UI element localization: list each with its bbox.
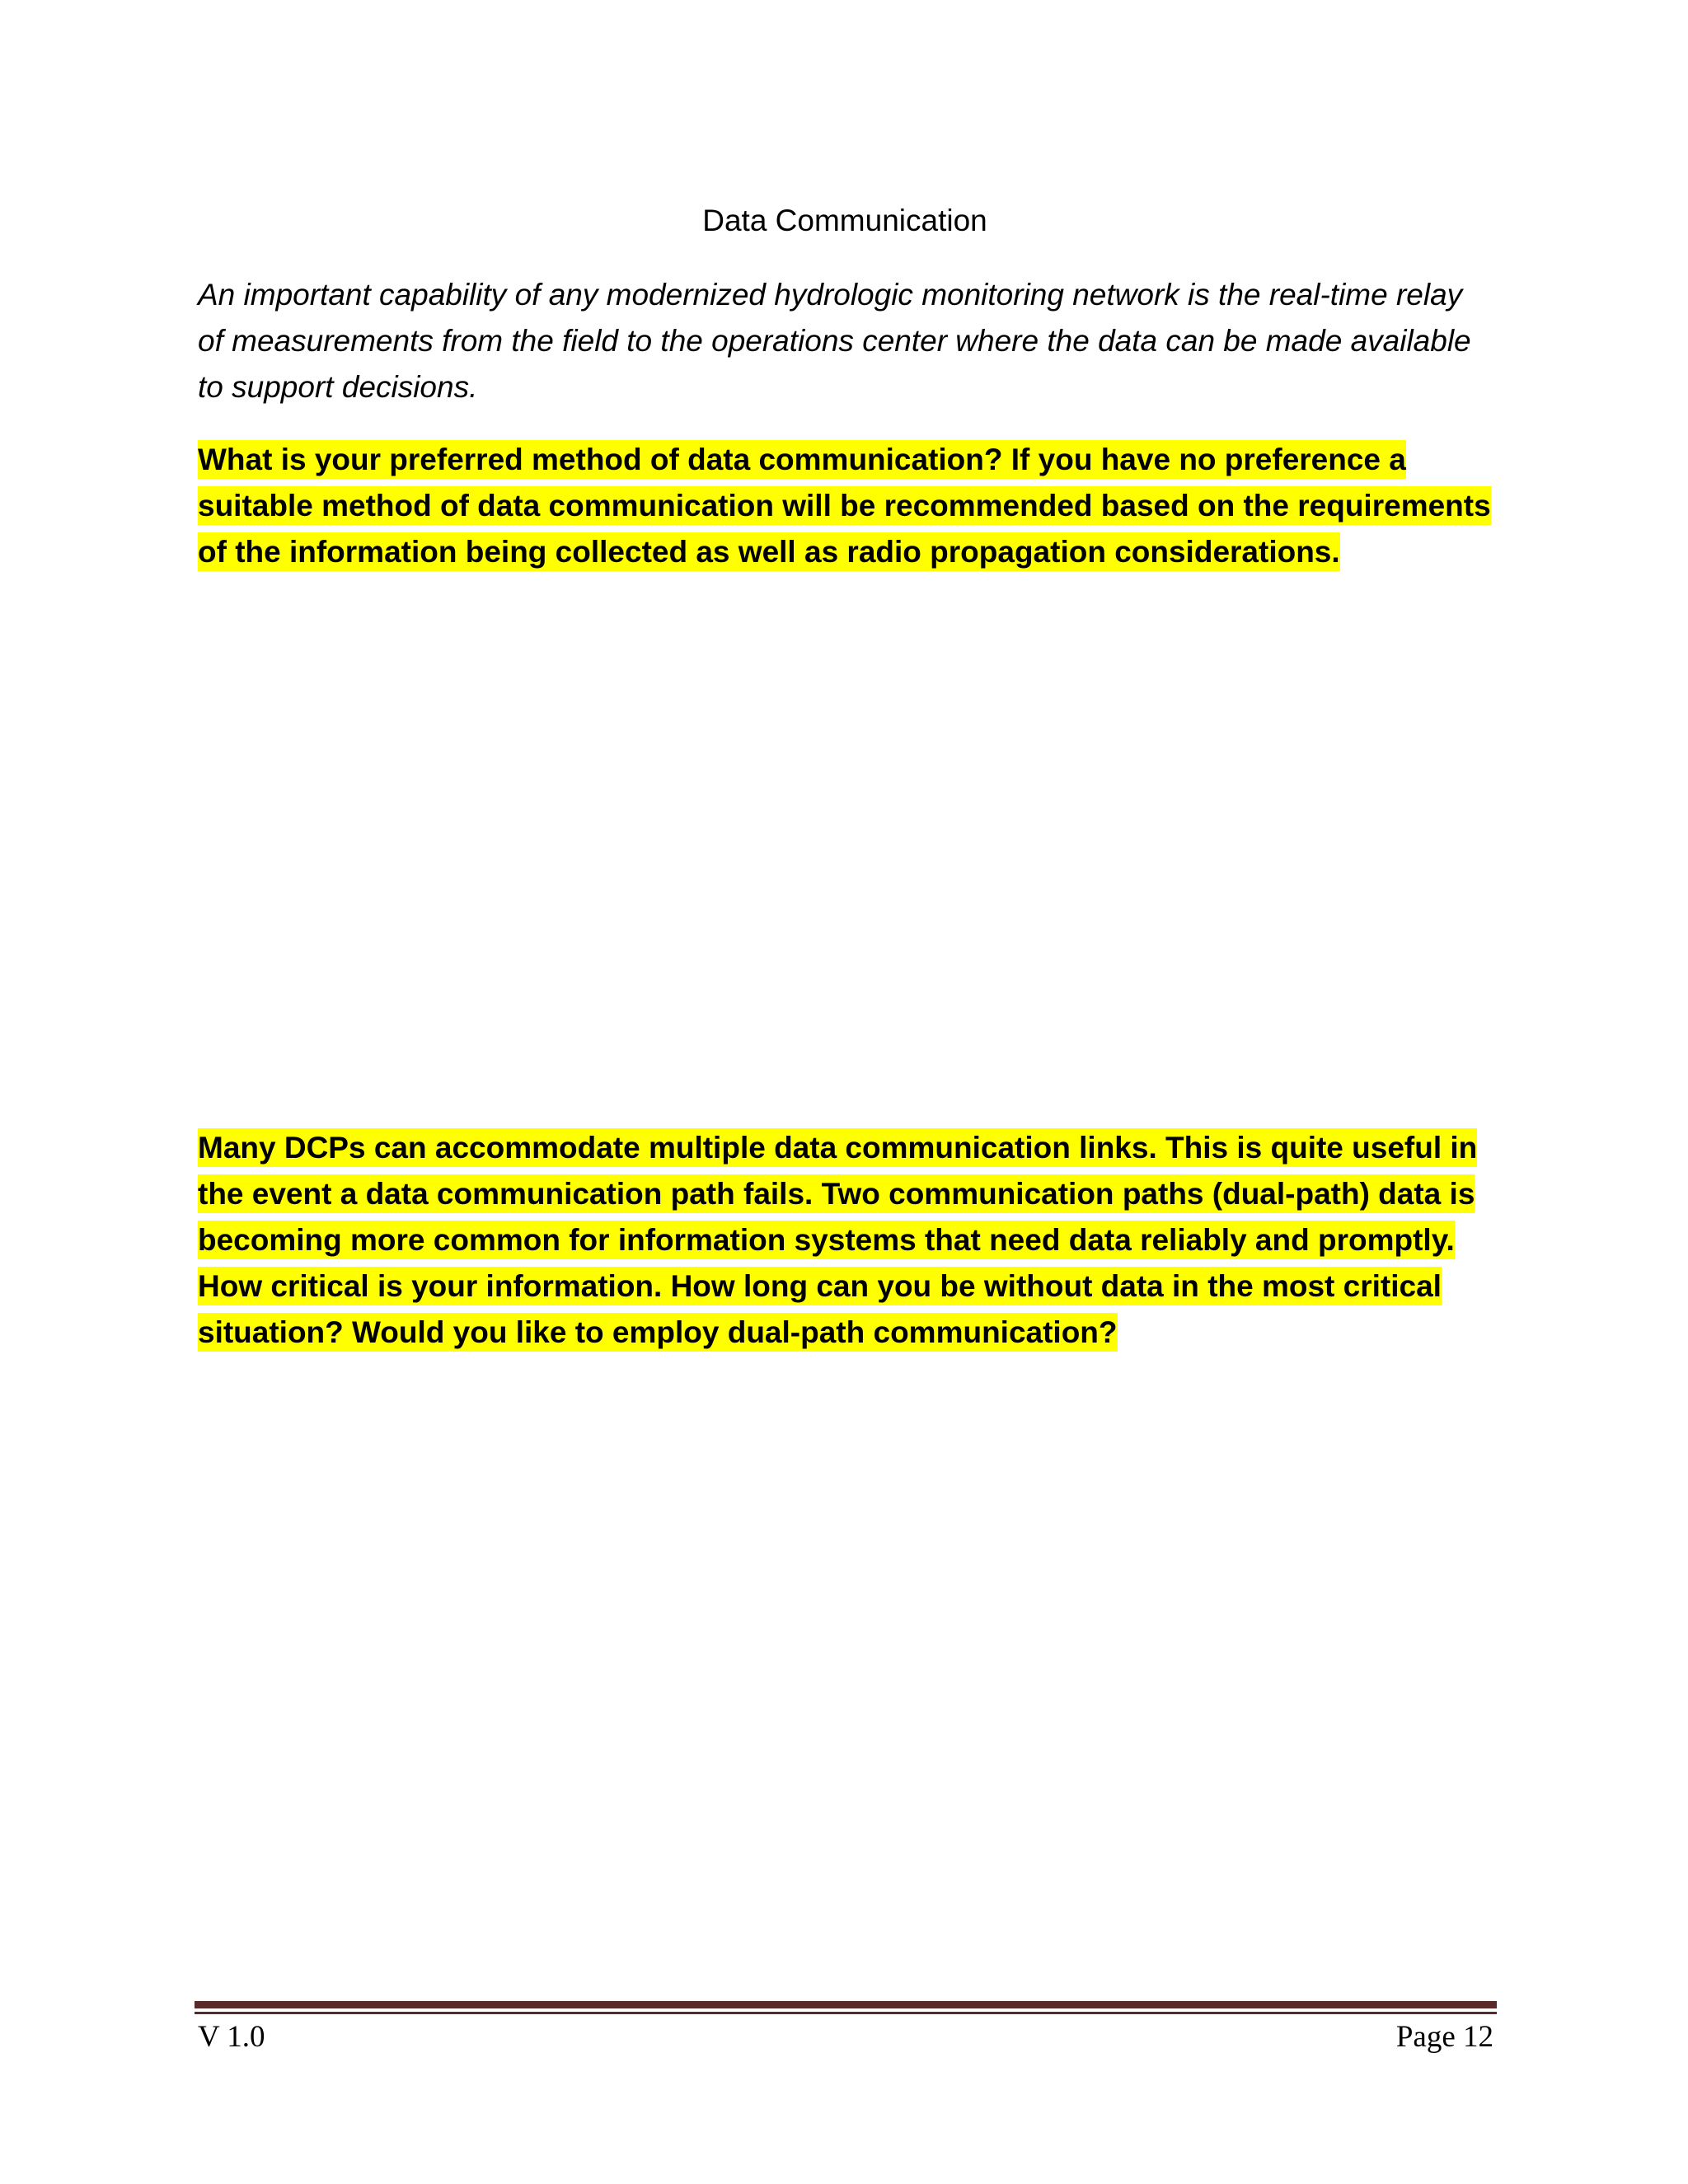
- question-preferred-method-text: What is your preferred method of data communication? If you have no preference a suitable method of data communication will be recommended based on the requirements of the information being collected as well as radio propagation considerations.: [198, 440, 1491, 571]
- footer-version: V 1.0: [198, 2020, 265, 2054]
- question-dual-path-text: Many DCPs can accommodate multiple data communication links. This is quite useful in the event a data communication path fails. Two communication paths (dual-path) data is becoming more common for information systems that need data reliably and promptly. How critical is your information. How long can you be without data in the most critical situation? Would you like to employ dual-path communication?: [198, 1128, 1477, 1352]
- question-dual-path: [198, 1125, 1492, 1356]
- intro-paragraph: An important capability of any modernized hydrologic monitoring network is the real-time relay of measurements from the field to the operations center where the data can be made available to support decisions.: [198, 278, 1471, 404]
- section-title: Data Communication: [702, 204, 987, 237]
- footer-page-number: Page 12: [1395, 2020, 1493, 2054]
- footer-rule-thick: [195, 2001, 1497, 2008]
- question-preferred-method: [198, 437, 1492, 575]
- footer-rule-thin: [195, 2012, 1497, 2014]
